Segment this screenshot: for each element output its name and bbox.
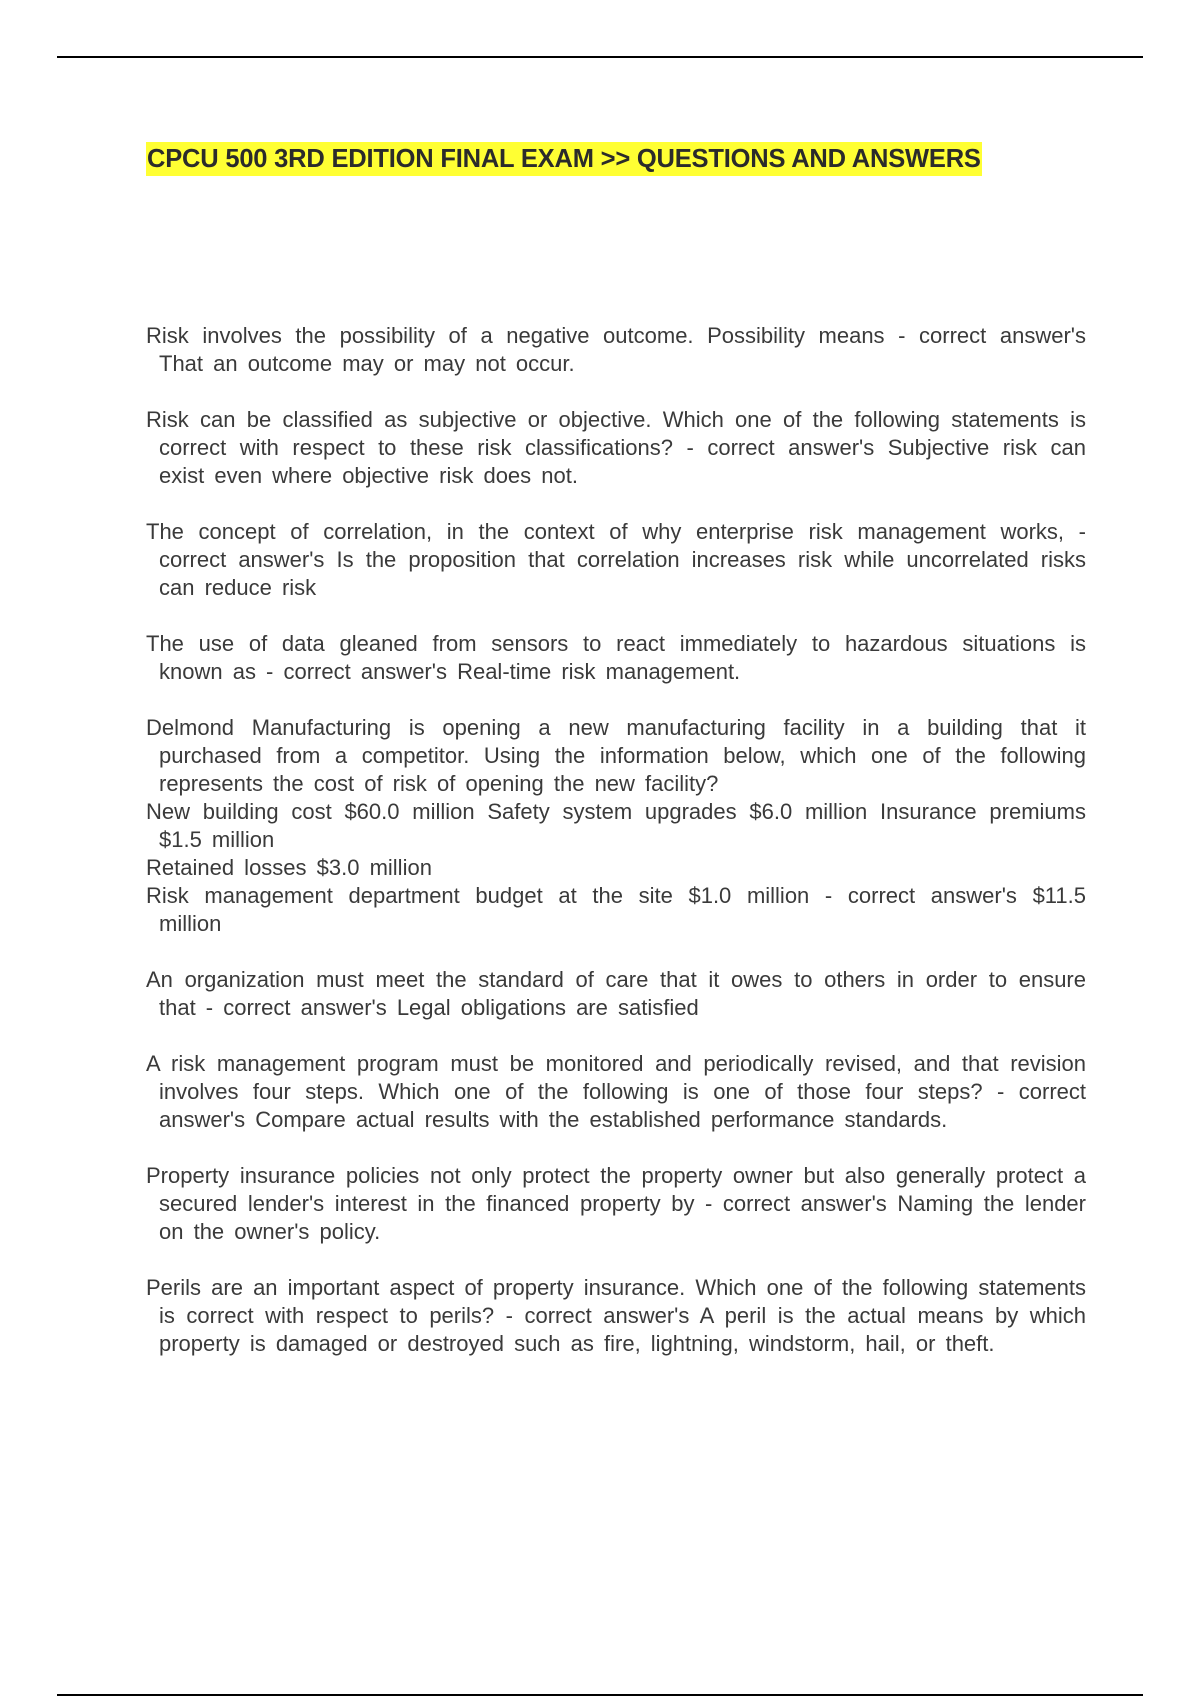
qa-item [146, 714, 1086, 938]
top-rule [57, 56, 1143, 58]
bottom-rule [57, 1694, 1143, 1696]
qa-text: Delmond Manufacturing is opening a new manufacturing facility in a building that it purchased from a competitor. Using the information below, which one of the following represents the cost of risk of opening the new facility? [146, 715, 1086, 796]
qa-item [146, 630, 1086, 686]
qa-text: Risk management department budget at the site $1.0 million - correct answer's $11.5 million [146, 883, 1086, 936]
qa-item [146, 1050, 1086, 1134]
qa-text: Retained losses $3.0 million [146, 855, 432, 880]
qa-text: Risk involves the possibility of a negative outcome. Possibility means - correct answer's That an outcome may or may not occur. [146, 323, 1086, 376]
qa-text: New building cost $60.0 million Safety system upgrades $6.0 million Insurance premiums $1.5 million [146, 799, 1086, 852]
document-body [146, 142, 1086, 1386]
qa-text: A risk management program must be monitored and periodically revised, and that revision involves four steps. Which one of the following is one of those four steps? - correct answer's Compare actual results with the established performance standards. [146, 1051, 1086, 1132]
qa-item [146, 1274, 1086, 1358]
qa-item [146, 966, 1086, 1022]
qa-text: An organization must meet the standard of care that it owes to others in order to ensure that - correct answer's Legal obligations are satisfied [146, 967, 1086, 1020]
qa-text: The concept of correlation, in the context of why enterprise risk management works, - correct answer's Is the proposition that correlation increases risk while uncorrelated risks can reduce risk [146, 519, 1086, 600]
qa-text: Property insurance policies not only protect the property owner but also generally protect a secured lender's interest in the financed property by - correct answer's Naming the lender on the owner's policy. [146, 1163, 1086, 1244]
qa-item [146, 322, 1086, 378]
qa-text: The use of data gleaned from sensors to react immediately to hazardous situations is known as - correct answer's Real-time risk management. [146, 631, 1086, 684]
qa-text: Risk can be classified as subjective or objective. Which one of the following statements is correct with respect to these risk classifications? - correct answer's Subjective risk can exist even where objective risk does not. [146, 407, 1086, 488]
qa-item [146, 518, 1086, 602]
document-title: CPCU 500 3RD EDITION FINAL EXAM >> QUESTIONS AND ANSWERS [146, 142, 982, 176]
qa-item [146, 406, 1086, 490]
qa-text: Perils are an important aspect of property insurance. Which one of the following statements is correct with respect to perils? - correct answer's A peril is the actual means by which property is damaged or destroyed such as fire, lightning, windstorm, hail, or theft. [146, 1275, 1086, 1356]
qa-list [146, 322, 1086, 1358]
qa-item [146, 1162, 1086, 1246]
